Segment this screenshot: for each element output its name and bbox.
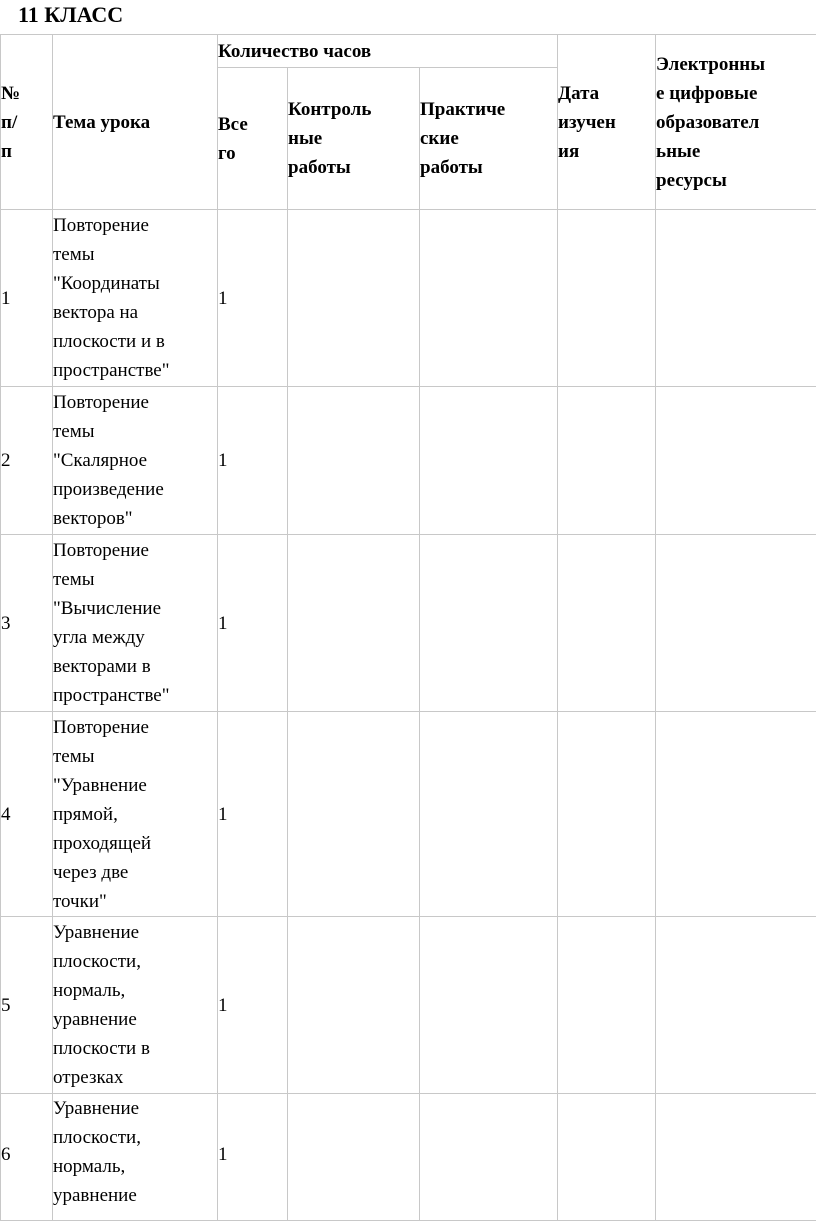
row-total-hours: 1 — [218, 387, 288, 535]
table-row — [1, 535, 816, 712]
row-practice-hours — [420, 210, 558, 387]
row-resources — [656, 917, 816, 1094]
row-practice-hours — [420, 387, 558, 535]
row-num: 3 — [1, 535, 53, 712]
row-control-hours — [288, 917, 420, 1094]
row-resources — [656, 1094, 816, 1221]
table-row — [1, 1094, 816, 1221]
row-resources — [656, 387, 816, 535]
row-date — [558, 210, 656, 387]
header-date: Дата изучен ия — [558, 35, 656, 210]
row-resources — [656, 210, 816, 387]
page-title: 11 КЛАСС — [18, 2, 123, 28]
row-num: 6 — [1, 1094, 53, 1221]
row-total-hours: 1 — [218, 712, 288, 917]
table-row — [1, 712, 816, 917]
row-date — [558, 535, 656, 712]
row-practice-hours — [420, 535, 558, 712]
row-control-hours — [288, 387, 420, 535]
row-topic: Повторение темы "Координаты вектора на плоскости и в пространстве" — [53, 210, 218, 387]
row-num: 5 — [1, 917, 53, 1094]
row-practice-hours — [420, 1094, 558, 1221]
header-control: Контроль ные работы — [288, 68, 420, 210]
lessons-table — [0, 34, 816, 1221]
row-control-hours — [288, 210, 420, 387]
table-row — [1, 387, 816, 535]
header-hours-group: Количество часов — [218, 35, 558, 68]
table-row — [1, 917, 816, 1094]
row-control-hours — [288, 535, 420, 712]
row-num: 1 — [1, 210, 53, 387]
row-practice-hours — [420, 917, 558, 1094]
row-total-hours: 1 — [218, 535, 288, 712]
row-topic: Уравнение плоскости, нормаль, уравнение — [53, 1094, 218, 1221]
row-topic: Уравнение плоскости, нормаль, уравнение плоскости в отрезках — [53, 917, 218, 1094]
row-total-hours: 1 — [218, 1094, 288, 1221]
row-num: 4 — [1, 712, 53, 917]
row-total-hours: 1 — [218, 917, 288, 1094]
row-topic: Повторение темы "Уравнение прямой, проходящей через две точки" — [53, 712, 218, 917]
row-num: 2 — [1, 387, 53, 535]
row-practice-hours — [420, 712, 558, 917]
row-total-hours: 1 — [218, 210, 288, 387]
row-date — [558, 387, 656, 535]
row-topic: Повторение темы "Скалярное произведение векторов" — [53, 387, 218, 535]
header-num: № п/ п — [1, 35, 53, 210]
header-total: Все го — [218, 68, 288, 210]
row-date — [558, 712, 656, 917]
row-date — [558, 917, 656, 1094]
row-control-hours — [288, 1094, 420, 1221]
table-row — [1, 210, 816, 387]
header-resources: Электронны е цифровые образовател ьные ресурсы — [656, 35, 816, 210]
header-topic: Тема урока — [53, 35, 218, 210]
row-resources — [656, 535, 816, 712]
row-resources — [656, 712, 816, 917]
row-date — [558, 1094, 656, 1221]
row-topic: Повторение темы "Вычисление угла между векторами в пространстве" — [53, 535, 218, 712]
header-practice: Практиче ские работы — [420, 68, 558, 210]
row-control-hours — [288, 712, 420, 917]
